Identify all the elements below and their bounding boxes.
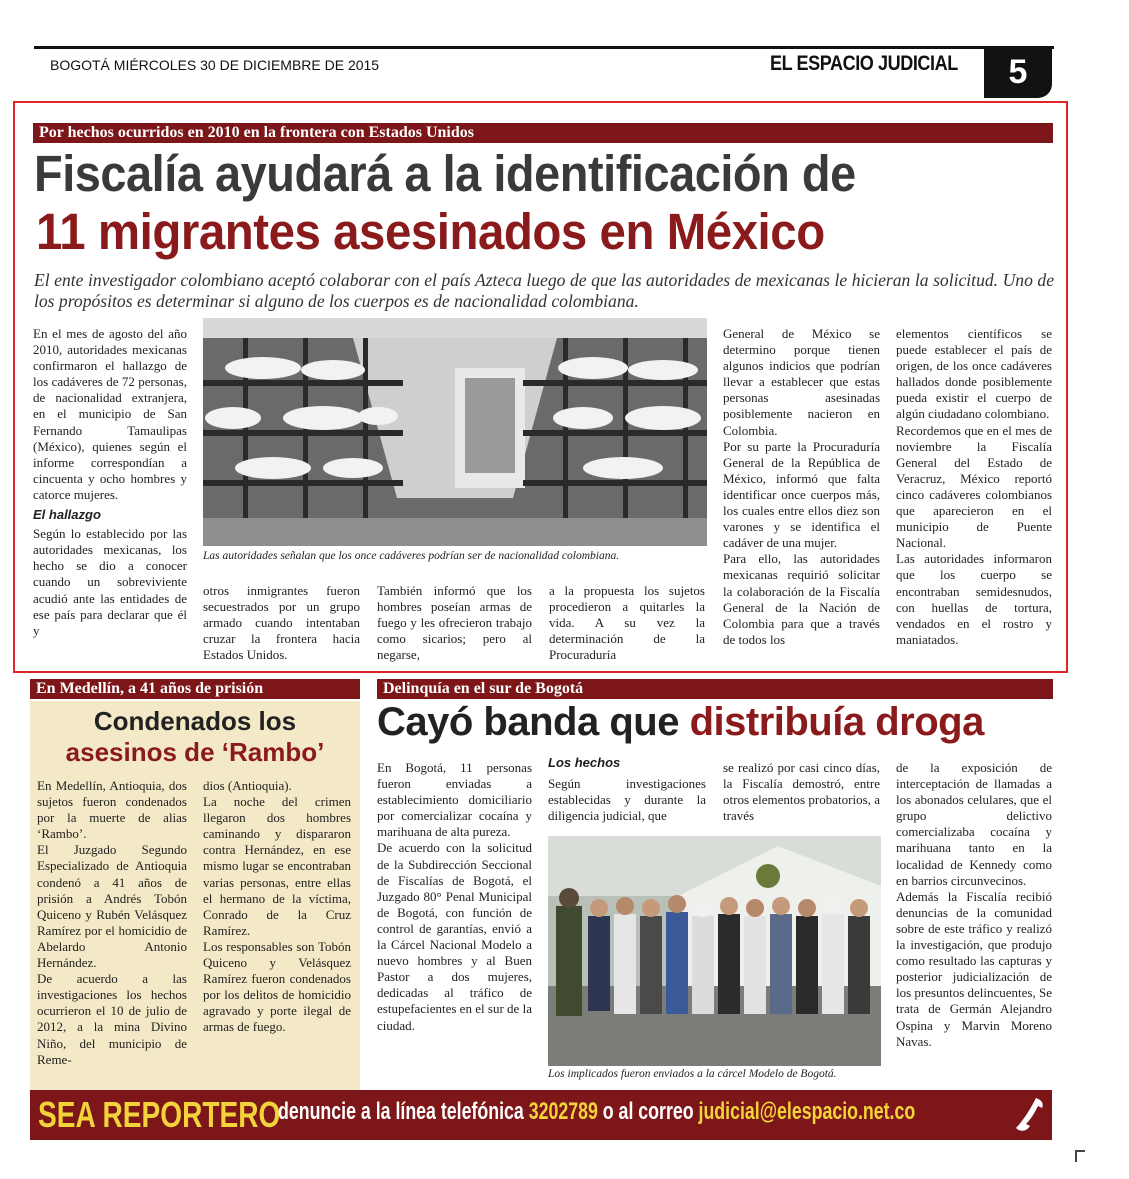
left-col2-p3: Los responsables son Tobón Quiceno y Velásquez Ramírez fueron condenados por los delitos de homicidio agravado y porte ilegal de armas de fuego.: [203, 938, 351, 1035]
phone-icon: [1006, 1094, 1046, 1136]
right-col1-p2: De acuerdo con la solicitud de la Subdirección Seccional de Fiscalías de Bogotá, el Juzgado 80° Penal Municipal de Bogotá, con función de control de garantías, envió a la Cárcel Nacional Modelo a nuevo hombres y al Buen Pastor a dos mujeres, dedicadas al tráfico de estupefacientes en el sur de la ciudad.: [377, 840, 532, 1033]
left-headline-line2: asesinos de ‘Rambo’: [65, 737, 325, 767]
main-deck: El ente investigador colombiano aceptó colaborar con el país Azteca luego de que las autoridades de mexicanas le hicieran la solicitud. Uno de los propósitos es determinar si alguno de los cuerpos es de nacionalidad colombiana.: [34, 270, 1054, 311]
footer-text: [278, 1098, 915, 1126]
right-column-1: [377, 760, 532, 1034]
page-number: 5: [984, 46, 1052, 98]
right-column-4: [896, 760, 1052, 1050]
morgue-photo-caption: Las autoridades señalan que los once cadáveres podrían ser de nacionalidad colombiana.: [203, 550, 620, 562]
right-col4-p2: Además la Fiscalía recibió denuncias de la comunidad sobre de este tráfico y realizó la investigación, que produjo como resultado las capturas y posterior judicialización de los presuntos delincuentes, Se trata de Germán Alejandro Ospina y Marvin Moreno Navas.: [896, 888, 1052, 1049]
main-col5-p3: Para ello, las autoridades mexicanas requirió solicitar la colaboración de la Fiscalía General de la Nación de Colombia para que a través de todos los: [723, 551, 880, 647]
arrest-photo-caption: Los implicados fueron enviados a la cárcel Modelo de Bogotá.: [548, 1068, 837, 1080]
main-column-1: [33, 326, 187, 639]
main-kicker: Por hechos ocurridos en 2010 en la frontera con Estados Unidos: [33, 123, 1053, 143]
main-col1-top: En el mes de agosto del año 2010, autoridades mexicanas confirmaron el hallazgo de los cadáveres de 72 personas, de nacionalidad extranjera, en el municipio de San Fernando Tamaulipas (México), quienes según el informe correspondían a cincuenta y ocho hombres y catorce mujeres.: [33, 326, 187, 502]
right-headline-black: Cayó banda que: [377, 700, 679, 744]
footer-text-b: o al correo: [602, 1098, 694, 1125]
right-column-3: se realizó por casi cinco días, la Fiscalía demostró, entre otros elementos probatorios, a través: [723, 760, 880, 824]
main-subhead: El hallazgo: [33, 507, 101, 523]
main-column-2: otros inmigrantes fueron secuestrados por un grupo armado cuando intentaban cruzar la frontera hacia Estados Unidos.: [203, 583, 360, 663]
left-col1-p1: En Medellín, Antioquia, dos sujetos fueron condenados por la muerte de alias ‘Rambo’.: [37, 778, 187, 842]
left-col2-p2: La noche del crimen llegaron dos hombres caminando y dispararon contra Hernández, en ese mismo lugar se encontraban varias personas, entre ellas el hermano de la víctima, Conrado de la Cruz Ramírez.: [203, 794, 351, 938]
right-subhead: Los hechos: [548, 755, 621, 770]
main-col6-p1: elementos científicos se puede establecer el país de origen, de los once cadáveres hallados donde posiblemente pueda existir el cuerpo de algún ciudadano colombiano.: [896, 326, 1052, 422]
main-col6-p2: Recordemos que en el mes de noviembre la Fiscalía General del Estado de Veracruz, México reportó cinco cadáveres colombianos que aparecieron en el municipio de Puente Nacional.: [896, 422, 1052, 551]
footer-title: SEA REPORTERO: [38, 1094, 281, 1135]
main-column-5: [723, 326, 880, 648]
masthead-rule: [34, 46, 1054, 49]
left-column-2: [203, 778, 351, 1036]
arrest-photo: [548, 836, 881, 1066]
morgue-photo: [203, 318, 707, 546]
section-name: EL ESPACIO JUDICIAL: [770, 52, 958, 75]
main-column-4: a la propuesta los sujetos procedieron a quitarles la vida. A su vez la determinación de la Procuraduría: [549, 583, 705, 663]
main-column-6: [896, 326, 1052, 648]
left-kicker: En Medellín, a 41 años de prisión: [30, 679, 360, 699]
right-col1-p1: En Bogotá, 11 personas fueron enviadas a establecimiento domiciliario por comercializar cocaína y marihuana de alta pureza.: [377, 760, 532, 840]
left-col2-p1: dios (Antioquia).: [203, 778, 292, 793]
right-column-2: Según investigaciones establecidas y durante la diligencia judicial, que: [548, 776, 706, 824]
main-col6-p3: Las autoridades informaron que los cuerpo se encontraban semidesnudos, con huellas de tortura, vendados en el rostro y maniatados.: [896, 551, 1052, 647]
right-headline-red: distribuía droga: [689, 700, 984, 744]
left-col1-p3: De acuerdo a las investigaciones los hechos ocurrieron el 10 de julio de 2012, a la mina Divino Niño, del municipio de Reme-: [37, 971, 187, 1067]
left-headline-line1: Condenados los: [93, 706, 297, 736]
main-headline-line2: 11 migrantes asesinados en México: [36, 203, 825, 260]
footer-email: judicial@elespacio.net.co: [698, 1098, 916, 1125]
left-col1-p2: El Juzgado Segundo Especializado de Antioquia condenó a 41 años de prisión a Andrés Tobón Quiceno y Rubén Velásquez Ramírez por el homicidio de Abelardo Antonio Hernández.: [37, 842, 187, 971]
main-col5-p1: General de México se determino porque tienen algunos indicios que podrían llevar a establecer que estas personas asesinadas posiblemente nacieron en Colombia.: [723, 326, 880, 438]
right-kicker: Delinquía en el sur de Bogotá: [377, 679, 1053, 699]
main-headline-line1: Fiscalía ayudará a la identificación de: [34, 145, 856, 202]
left-column-1: [37, 778, 187, 1068]
right-headline: [377, 700, 1053, 745]
main-column-3: También informó que los hombres poseían armas de fuego y les ofrecieron trabajo como sicarios; pero al negarse,: [377, 583, 532, 663]
right-col4-p1: de la exposición de interceptación de llamadas a los abonados celulares, que el grupo delictivo comercializaba cocaína y marihuana tanto en la localidad de Kennedy como en barrios circunvecinos.: [896, 760, 1052, 888]
dateline: BOGOTÁ MIÉRCOLES 30 DE DICIEMBRE DE 2015: [50, 57, 380, 73]
footer-text-a: denuncie a la línea telefónica: [278, 1098, 524, 1125]
main-col1-bottom: Según lo establecido por las autoridades mexicanas, los hecho se dio a conocer cuando un sobreviviente acudió ante las entidades de ese país para declarar que él y: [33, 526, 187, 638]
footer-phone: 3202789: [528, 1098, 598, 1125]
corner-mark: [1075, 1150, 1085, 1162]
main-col5-p2: Por su parte la Procuraduría General de la República de México, informó que falta identificar once cuerpos más, los cuales entre ellos diez son varones y se identifica el cadáver de una mujer.: [723, 438, 880, 551]
